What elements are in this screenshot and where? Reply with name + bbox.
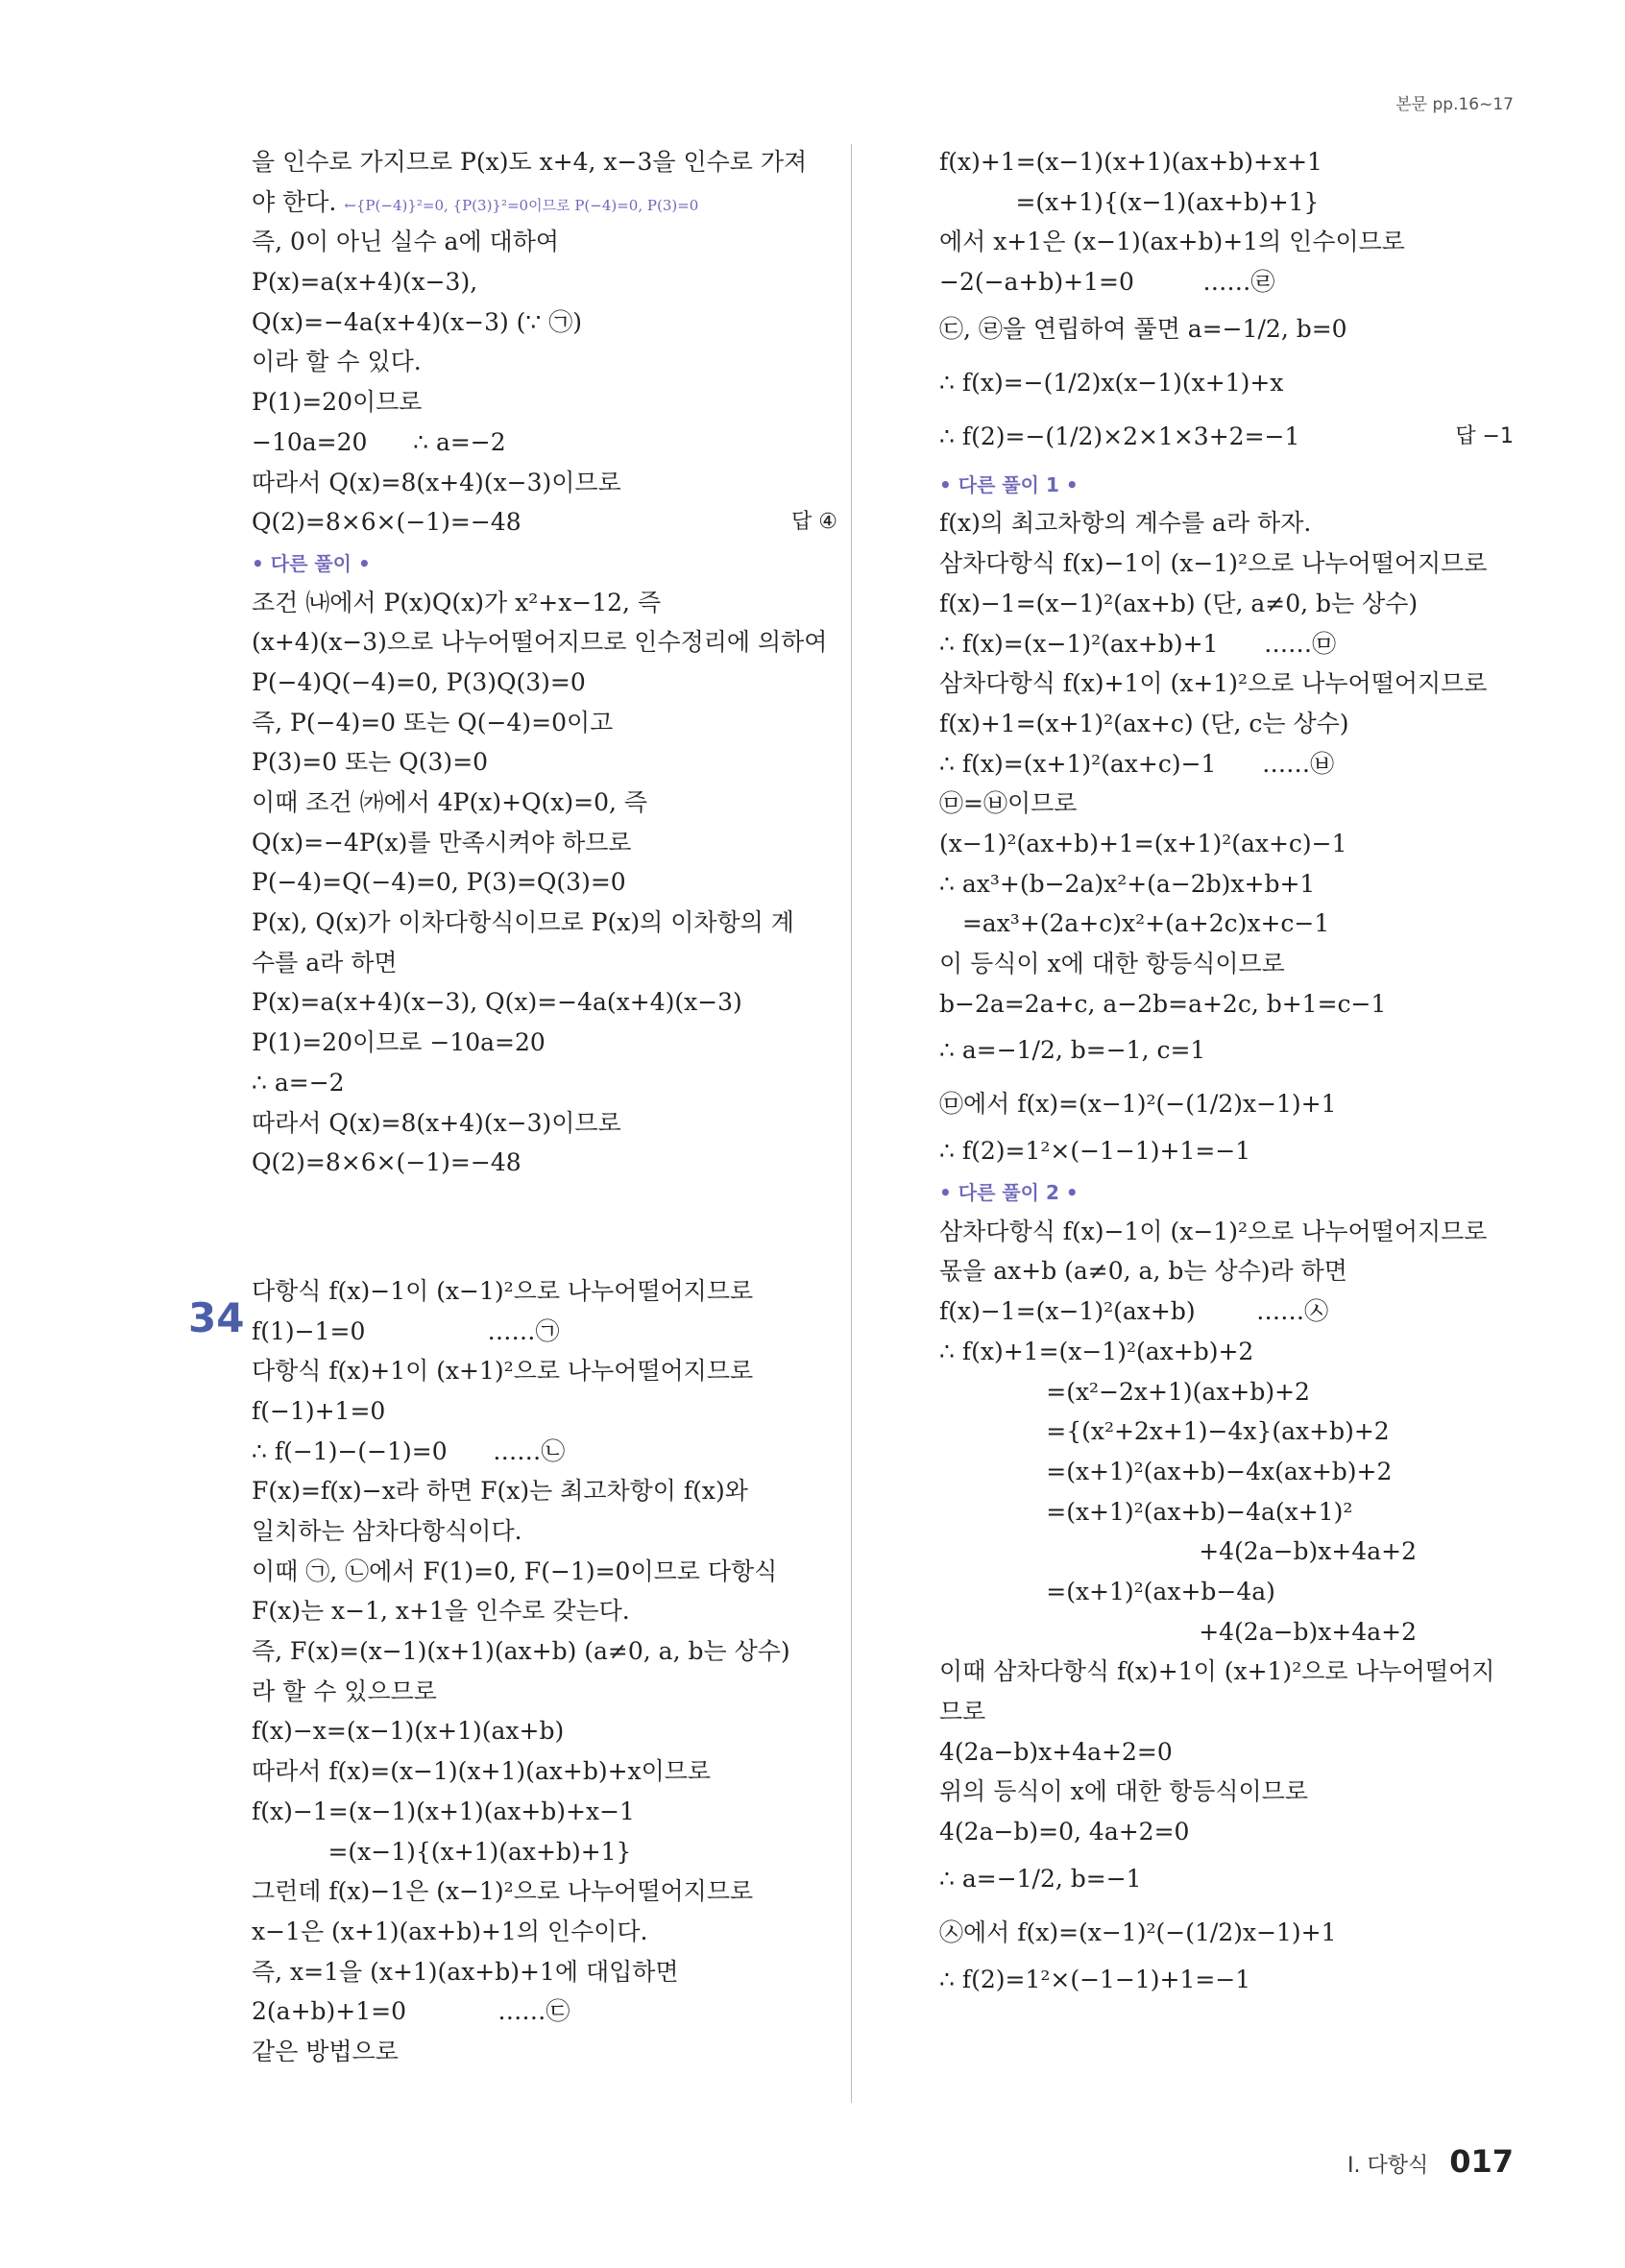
- text-line: ∴ f(x)=(x+1)²(ax+c)−1 ……㉥: [939, 749, 1335, 778]
- text-line: =ax³+(2a+c)x²+(a+2c)x+c−1: [939, 909, 1330, 938]
- text-line: P(x)=a(x+4)(x−3),: [252, 268, 478, 297]
- text-line: ∴ f(−1)−(−1)=0 ……㉡: [252, 1436, 566, 1465]
- column-divider: [851, 144, 852, 2103]
- spacer: [252, 1183, 837, 1271]
- text-line: 위의 등식이 x에 대한 항등식이므로: [939, 1777, 1308, 1806]
- text-line: 즉, x=1을 (x+1)(ax+b)+1에 대입하면: [252, 1957, 679, 1986]
- alt-solution-label: [939, 464, 1514, 504]
- text-line: P(1)=20이므로: [252, 388, 423, 417]
- text-line: Q(x)=−4a(x+4)(x−3) (∵ ㉠): [252, 307, 583, 336]
- text-line: F(x)는 x−1, x+1을 인수로 갖는다.: [252, 1597, 630, 1626]
- text-line: 4(2a−b)x+4a+2=0: [939, 1737, 1173, 1766]
- text-line: ∴ ax³+(b−2a)x²+(a−2b)x+b+1: [939, 869, 1316, 898]
- text-line: P(1)=20이므로 −10a=20: [252, 1028, 546, 1057]
- page-footer: [1347, 2143, 1514, 2180]
- text-line: f(x)−1=(x−1)(x+1)(ax+b)+x−1: [252, 1797, 635, 1825]
- text-line: 이 등식이 x에 대한 항등식이므로: [939, 950, 1285, 977]
- text-line: P(−4)=Q(−4)=0, P(3)=Q(3)=0: [252, 868, 626, 897]
- text-line: 삼차다항식 f(x)−1이 (x−1)²으로 나누어떨어지므로: [939, 549, 1488, 578]
- text-line: 이때 조건 ㈎에서 4P(x)+Q(x)=0, 즉: [252, 788, 648, 816]
- text-segment: ∴ f(2)=−(1/2)×2×1×3+2=−1: [939, 422, 1300, 450]
- answer-label: 답 ④: [791, 510, 837, 535]
- right-column: [939, 142, 1514, 1999]
- text-line: [252, 182, 837, 223]
- text-line: ∴ f(x)=−(1/2)x(x−1)(x+1)+x: [939, 368, 1284, 397]
- text-line: 따라서 f(x)=(x−1)(x+1)(ax+b)+x이므로: [252, 1757, 712, 1786]
- text-line: ∴ f(x)+1=(x−1)²(ax+b)+2: [939, 1337, 1254, 1365]
- text-line: =(x−1){(x+1)(ax+b)+1}: [252, 1837, 632, 1866]
- text-line: −10a=20 ∴ a=−2: [252, 427, 506, 456]
- problem-number: 34: [188, 1294, 245, 1341]
- text-line: 조건 ㈏에서 P(x)Q(x)가 x²+x−12, 즉: [252, 588, 662, 616]
- text-line: [939, 410, 1514, 464]
- alt-label-text: • 다른 풀이 •: [252, 551, 371, 575]
- text-line: P(x), Q(x)가 이차다항식이므로 P(x)의 이차항의 계: [252, 908, 794, 937]
- text-line: ∴ a=−1/2, b=−1: [939, 1864, 1142, 1893]
- text-line: 이때 ㉠, ㉡에서 F(1)=0, F(−1)=0이므로 다항식: [252, 1556, 778, 1585]
- text-line: (x+4)(x−3)으로 나누어떨어지므로 인수정리에 의하여: [252, 628, 828, 657]
- page-number: 017: [1449, 2143, 1514, 2180]
- text-line: 이라 할 수 있다.: [252, 348, 422, 376]
- text-line: ㉤=㉥이므로: [939, 789, 1078, 818]
- text-line: −2(−a+b)+1=0 ……㉣: [939, 268, 1275, 297]
- text-line: f(x)+1=(x−1)(x+1)(ax+b)+x+1: [939, 148, 1322, 176]
- text-line: 이때 삼차다항식 f(x)+1이 (x+1)²으로 나누어떨어지: [939, 1657, 1495, 1686]
- text-line: f(−1)+1=0: [252, 1396, 386, 1425]
- text-line: 4(2a−b)=0, 4a+2=0: [939, 1818, 1190, 1846]
- alt-solution-label: [252, 543, 837, 583]
- text-line: 즉, 0이 아닌 실수 a에 대하여: [252, 228, 559, 256]
- text-line: ㉢, ㉣을 연립하여 풀면 a=−1/2, b=0: [939, 314, 1347, 343]
- text-line: 즉, F(x)=(x−1)(x+1)(ax+b) (a≠0, a, b는 상수): [252, 1637, 790, 1666]
- text-line: 을 인수로 가지므로 P(x)도 x+4, x−3을 인수로 가져: [252, 148, 808, 176]
- text-line: Q(x)=−4P(x)를 만족시켜야 하므로: [252, 828, 632, 857]
- text-line: [252, 502, 837, 543]
- text-line: 므로: [939, 1698, 986, 1725]
- alt-label-text: • 다른 풀이 2 •: [939, 1181, 1079, 1205]
- text-line: ={(x²+2x+1)−4x}(ax+b)+2: [939, 1417, 1390, 1446]
- text-line: f(x)−1=(x−1)²(ax+b) (단, a≠0, b는 상수): [939, 589, 1419, 617]
- text-line: =(x+1)²(ax+b)−4a(x+1)²: [939, 1497, 1353, 1526]
- text-line: P(−4)Q(−4)=0, P(3)Q(3)=0: [252, 667, 586, 696]
- text-line: f(x)−1=(x−1)²(ax+b) ……㉦: [939, 1297, 1329, 1326]
- text-line: ∴ f(2)=1²×(−1−1)+1=−1: [939, 1137, 1251, 1166]
- text-line: f(x)−x=(x−1)(x+1)(ax+b): [252, 1717, 565, 1746]
- text-line: =(x+1)²(ax+b)−4x(ax+b)+2: [939, 1457, 1393, 1485]
- text-line: 일치하는 삼차다항식이다.: [252, 1517, 522, 1545]
- text-line: =(x+1){(x−1)(ax+b)+1}: [939, 187, 1320, 216]
- text-line: ㉤에서 f(x)=(x−1)²(−(1/2)x−1)+1: [939, 1090, 1337, 1119]
- hint-note: ←{P(−4)}²=0, {P(3)}²=0이므로 P(−4)=0, P(3)=0: [344, 196, 699, 214]
- text-line: 에서 x+1은 (x−1)(ax+b)+1의 인수이므로: [939, 228, 1405, 256]
- text-line: 다항식 f(x)+1이 (x+1)²으로 나누어떨어지므로: [252, 1357, 754, 1386]
- text-line: (x−1)²(ax+b)+1=(x+1)²(ax+c)−1: [939, 829, 1347, 857]
- text-line: Q(2)=8×6×(−1)=−48: [252, 1148, 521, 1177]
- text-line: P(x)=a(x+4)(x−3), Q(x)=−4a(x+4)(x−3): [252, 988, 742, 1017]
- text-segment: 야 한다.: [252, 187, 337, 216]
- text-line: 라 할 수 있으므로: [252, 1677, 437, 1705]
- text-line: 2(a+b)+1=0 ……㉢: [252, 1997, 570, 2026]
- text-line: f(x)의 최고차항의 계수를 a라 하자.: [939, 509, 1312, 538]
- text-line: P(3)=0 또는 Q(3)=0: [252, 748, 489, 777]
- text-line: ∴ a=−1/2, b=−1, c=1: [939, 1036, 1206, 1065]
- text-line: +4(2a−b)x+4a+2: [939, 1617, 1418, 1646]
- left-column: [252, 142, 837, 2072]
- alt-label-text: • 다른 풀이 1 •: [939, 472, 1079, 496]
- text-line: 즉, P(−4)=0 또는 Q(−4)=0이고: [252, 708, 614, 736]
- chapter-label: Ⅰ. 다항식: [1346, 2154, 1429, 2178]
- text-segment: Q(2)=8×6×(−1)=−48: [252, 508, 521, 537]
- text-line: 다항식 f(x)−1이 (x−1)²으로 나누어떨어지므로: [252, 1276, 754, 1305]
- text-line: 수를 a라 하면: [252, 948, 398, 977]
- text-line: f(x)+1=(x+1)²(ax+c) (단, c는 상수): [939, 709, 1349, 737]
- text-line: 그런데 f(x)−1은 (x−1)²으로 나누어떨어지므로: [252, 1877, 754, 1906]
- text-line: ∴ f(2)=1²×(−1−1)+1=−1: [939, 1965, 1251, 1993]
- text-line: +4(2a−b)x+4a+2: [939, 1537, 1418, 1566]
- page-reference: 본문 pp.16~17: [1395, 95, 1514, 114]
- text-line: =(x²−2x+1)(ax+b)+2: [939, 1377, 1310, 1406]
- text-line: 삼차다항식 f(x)+1이 (x+1)²으로 나누어떨어지므로: [939, 669, 1488, 698]
- text-line: ∴ f(x)=(x−1)²(ax+b)+1 ……㉤: [939, 629, 1337, 658]
- text-line: ㉦에서 f(x)=(x−1)²(−(1/2)x−1)+1: [939, 1918, 1337, 1946]
- text-line: 같은 방법으로: [252, 2037, 399, 2065]
- text-line: 몫을 ax+b (a≠0, a, b는 상수)라 하면: [939, 1257, 1347, 1286]
- text-line: =(x+1)²(ax+b−4a): [939, 1577, 1275, 1605]
- text-line: 따라서 Q(x)=8(x+4)(x−3)이므로: [252, 468, 621, 496]
- text-line: f(1)−1=0 ……㉠: [252, 1316, 560, 1345]
- text-line: F(x)=f(x)−x라 하면 F(x)는 최고차항이 f(x)와: [252, 1477, 748, 1506]
- text-line: x−1은 (x+1)(ax+b)+1의 인수이다.: [252, 1917, 648, 1945]
- alt-solution-label: [939, 1171, 1514, 1212]
- text-line: b−2a=2a+c, a−2b=a+2c, b+1=c−1: [939, 989, 1387, 1018]
- text-line: ∴ a=−2: [252, 1068, 345, 1097]
- text-line: 따라서 Q(x)=8(x+4)(x−3)이므로: [252, 1108, 621, 1137]
- answer-label: 답 −1: [1455, 423, 1514, 448]
- text-line: 삼차다항식 f(x)−1이 (x−1)²으로 나누어떨어지므로: [939, 1217, 1488, 1245]
